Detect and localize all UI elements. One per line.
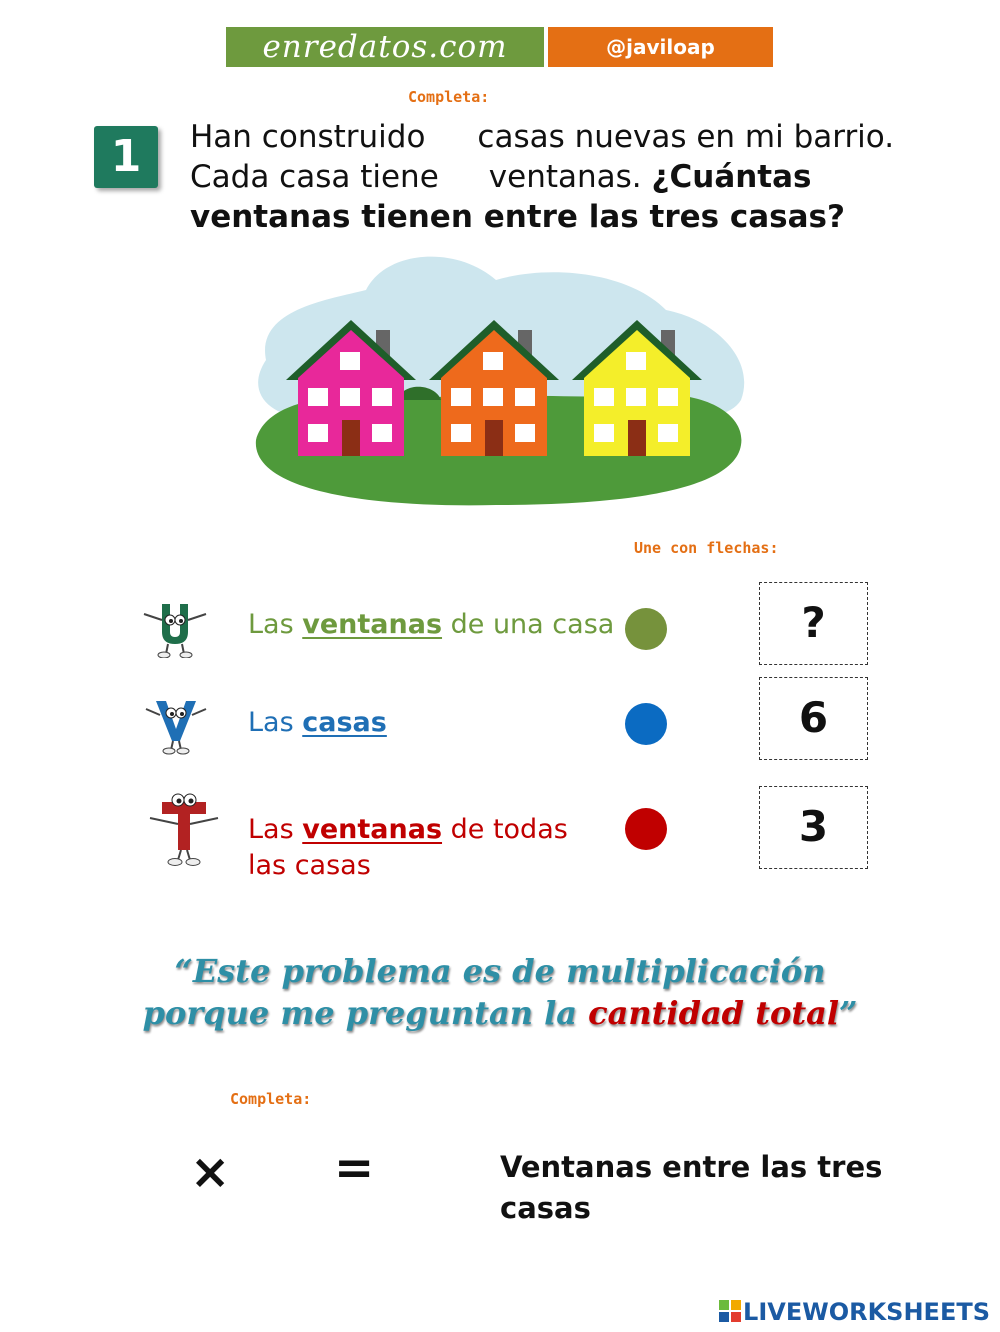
watermark-text: LIVEWORKSHEETS xyxy=(743,1298,990,1326)
match-label-windows-one-house xyxy=(248,609,614,640)
label-text: Las xyxy=(248,814,303,845)
completa-label-bottom: Completa: xyxy=(230,1090,312,1108)
letter-t-mascot-icon xyxy=(144,790,224,868)
liveworksheets-watermark xyxy=(719,1298,990,1326)
problem-line-2 xyxy=(190,157,812,197)
equation-result-label: Ventanas entre las tres casas xyxy=(500,1150,883,1225)
liveworksheets-logo-icon xyxy=(719,1300,741,1322)
label-text: de una casa xyxy=(442,609,615,640)
label-text: Las xyxy=(248,609,303,640)
equation-blank-result[interactable] xyxy=(390,1145,490,1195)
label-text: las casas xyxy=(248,850,371,881)
equation-blank-1[interactable] xyxy=(100,1145,190,1195)
label-keyword: ventanas xyxy=(302,609,443,640)
houses-illustration xyxy=(246,250,750,510)
letter-u-mascot-icon xyxy=(136,598,214,658)
completa-label-top: Completa: xyxy=(408,88,490,106)
quote-text: porque me preguntan la xyxy=(142,994,589,1032)
match-dot-green[interactable] xyxy=(625,608,667,650)
problem-number-badge: 1 xyxy=(94,126,158,188)
match-box-three[interactable]: 3 xyxy=(759,786,868,869)
problem-text: ventanas. xyxy=(488,159,642,195)
quote-line-1: “Este problema es de multiplicación xyxy=(174,952,826,990)
equation-blank-2[interactable] xyxy=(240,1145,330,1195)
problem-text: Cada casa tiene xyxy=(190,159,439,195)
une-flechas-label: Une con flechas: xyxy=(634,539,779,557)
match-dot-blue[interactable] xyxy=(625,703,667,745)
match-label-houses xyxy=(248,707,387,738)
author-banner: @javiloap xyxy=(548,27,773,67)
problem-line-3: ventanas tienen entre las tres casas? xyxy=(190,199,845,235)
label-keyword: casas xyxy=(302,707,387,738)
problem-question: ¿Cuántas xyxy=(651,159,812,195)
label-keyword: ventanas xyxy=(302,814,443,845)
label-text: Las xyxy=(248,707,303,738)
match-box-question[interactable]: ? xyxy=(759,582,868,665)
match-label-windows-all-houses xyxy=(248,812,568,884)
problem-text: Han construido xyxy=(190,119,426,155)
quote-close: ” xyxy=(838,994,858,1032)
label-text: de todas xyxy=(442,814,568,845)
quote-line-2 xyxy=(0,994,1000,1032)
times-sign: × xyxy=(190,1144,231,1200)
letter-v-mascot-icon xyxy=(142,695,210,755)
match-box-six[interactable]: 6 xyxy=(759,677,868,760)
site-banner: enredatos.com xyxy=(226,27,544,67)
problem-text: casas nuevas en mi barrio. xyxy=(477,119,895,155)
match-dot-red[interactable] xyxy=(625,808,667,850)
equals-sign: = xyxy=(334,1140,375,1196)
quote-highlight: cantidad total xyxy=(588,994,839,1032)
problem-line-1 xyxy=(190,117,894,157)
